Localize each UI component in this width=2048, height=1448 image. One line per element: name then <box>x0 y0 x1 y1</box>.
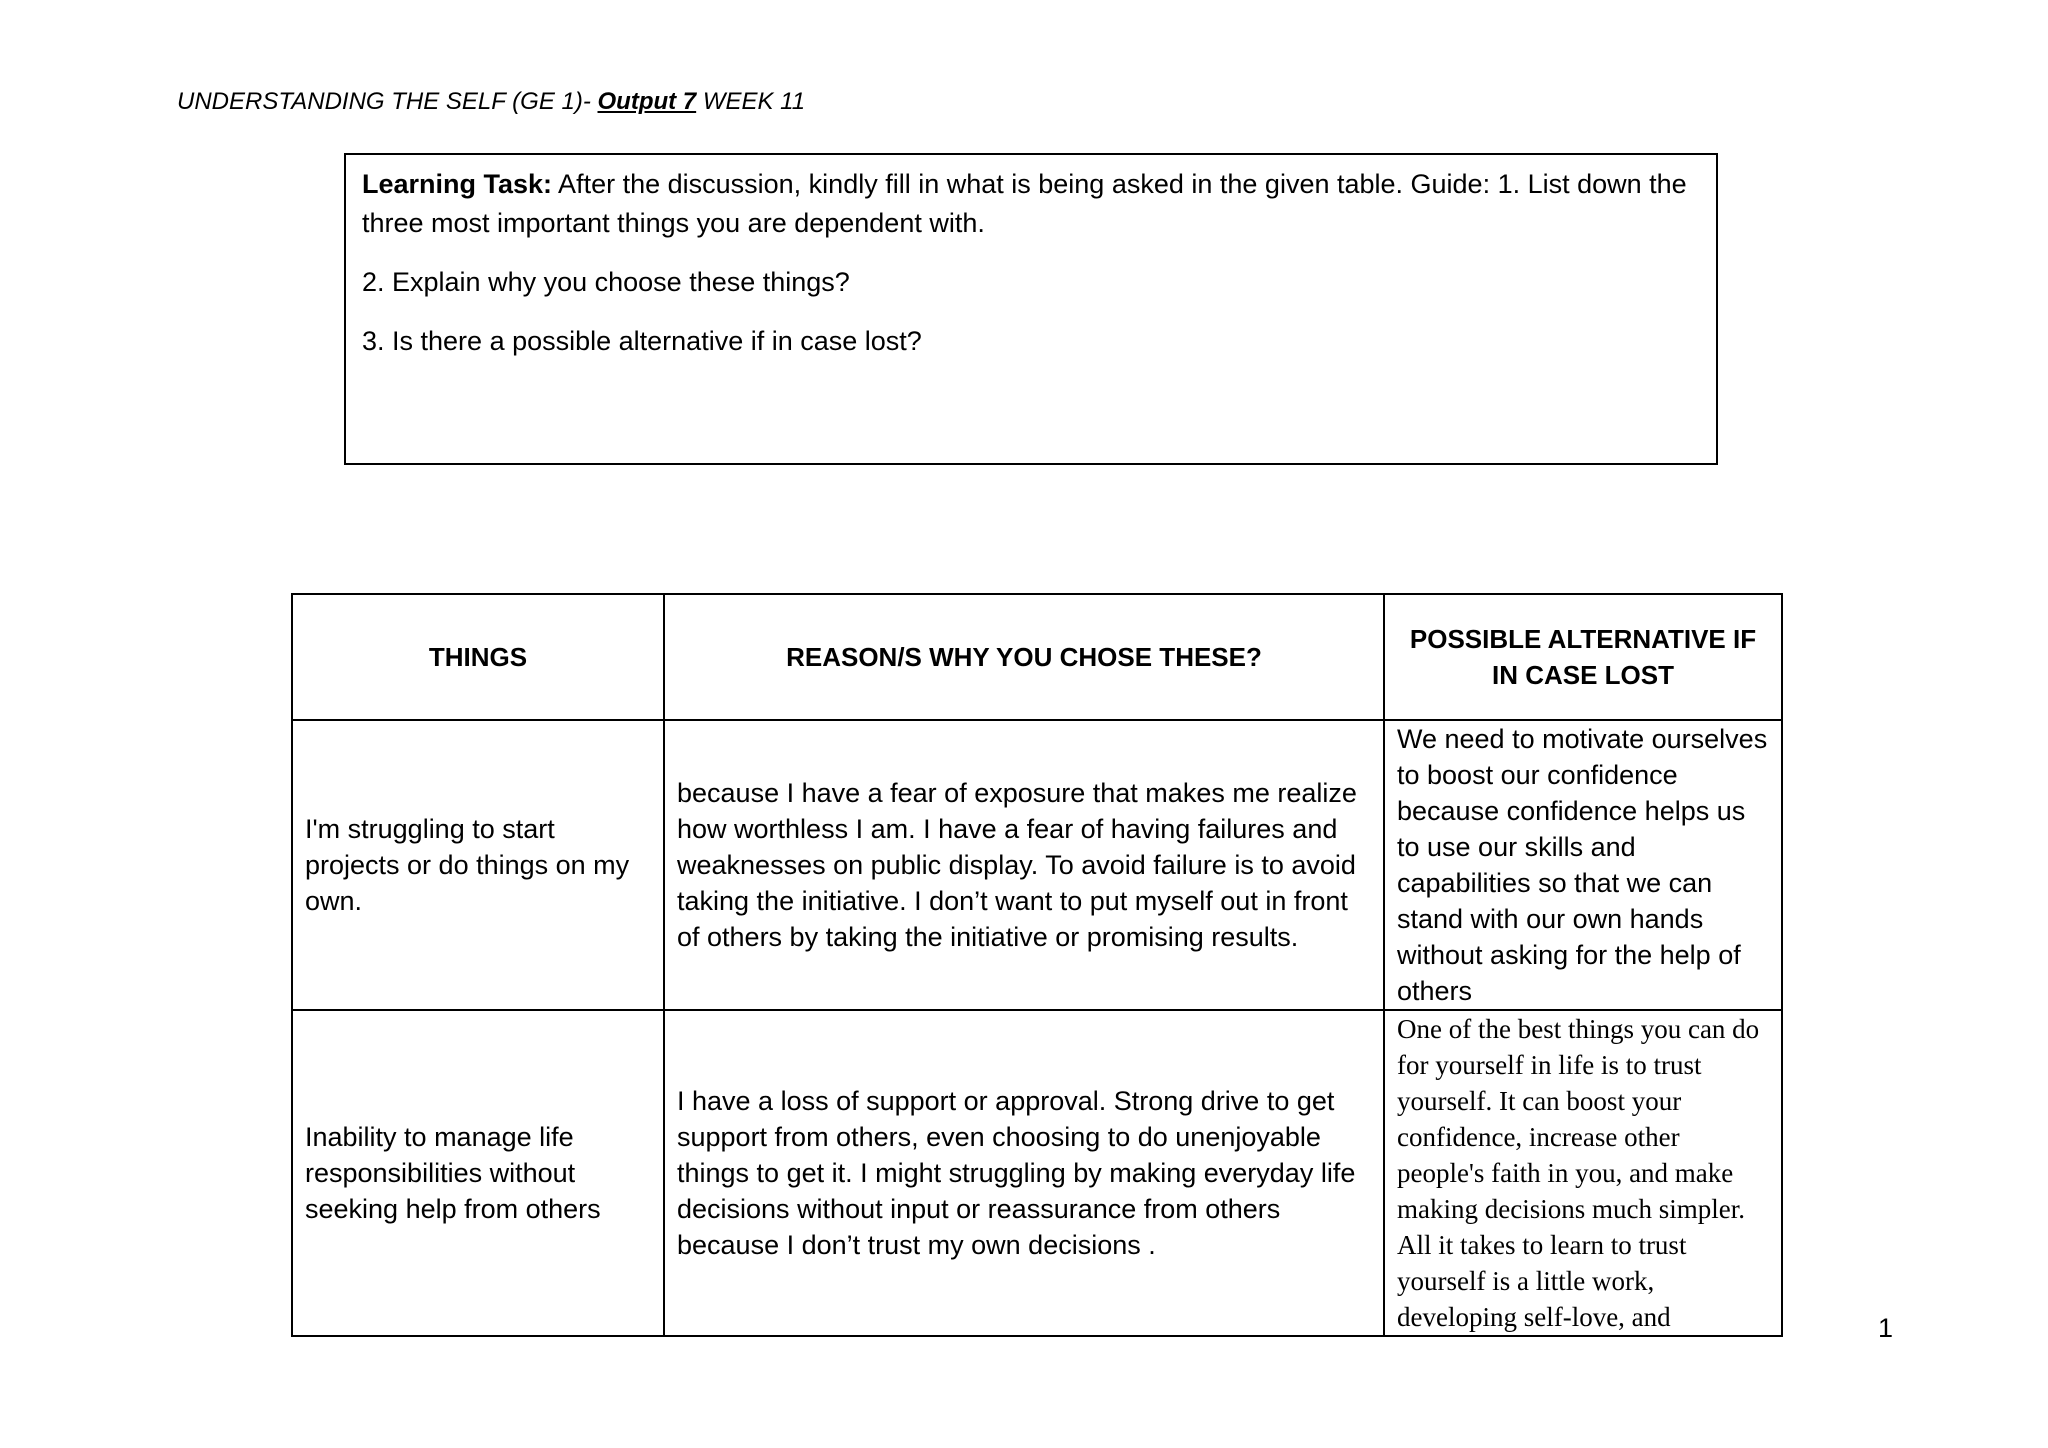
page-number: 1 <box>1878 1313 1894 1343</box>
table-header-row <box>292 594 1782 720</box>
header-prefix: UNDERSTANDING THE SELF (GE 1)- <box>177 88 598 115</box>
alternative-cell: One of the best things you can do for yourself in life is to trust yourself. It can boost your confidence, increase other people's faith in you, and make making decisions much simpler. All it takes to learn to trust yourself is a little work, developing self-love, and <box>1384 1010 1782 1336</box>
header-suffix: WEEK 11 <box>696 88 806 115</box>
header-things: THINGS <box>292 594 664 720</box>
task-intro: After the discussion, kindly fill in what is being asked in the given table. Guide: 1. List down the three most important things you are dependent with. <box>362 169 1687 238</box>
learning-task-box <box>344 153 1718 465</box>
task-intro-paragraph <box>362 165 1700 243</box>
task-lead: Learning Task: <box>362 169 553 199</box>
thing-cell: I'm struggling to start projects or do things on my own. <box>292 720 664 1010</box>
header-alternative: POSSIBLE ALTERNATIVE IF IN CASE LOST <box>1384 594 1782 720</box>
table-row <box>292 720 1782 1010</box>
thing-cell: Inability to manage life responsibilities without seeking help from others <box>292 1010 664 1336</box>
task-item-2: 2. Explain why you choose these things? <box>362 267 850 297</box>
alternative-cell: We need to motivate ourselves to boost our confidence because confidence helps us to use our skills and capabilities so that we can stand with our own hands without asking for the help of others <box>1384 720 1782 1010</box>
document-header <box>177 88 805 116</box>
dependency-table <box>291 593 1783 1337</box>
table-row <box>292 1010 1782 1336</box>
task-item-3: 3. Is there a possible alternative if in case lost? <box>362 326 922 356</box>
header-output: Output 7 <box>597 88 697 115</box>
header-reasons: REASON/S WHY YOU CHOSE THESE? <box>664 594 1384 720</box>
reason-cell: I have a loss of support or approval. Strong drive to get support from others, even choosing to do unenjoyable things to get it. I might struggling by making everyday life decisions without input or reassurance from others because I don’t trust my own decisions . <box>664 1010 1384 1336</box>
reason-cell: because I have a fear of exposure that makes me realize how worthless I am. I have a fear of having failures and weaknesses on public display. To avoid failure is to avoid taking the initiative. I don’t want to put myself out in front of others by taking the initiative or promising results. <box>664 720 1384 1010</box>
